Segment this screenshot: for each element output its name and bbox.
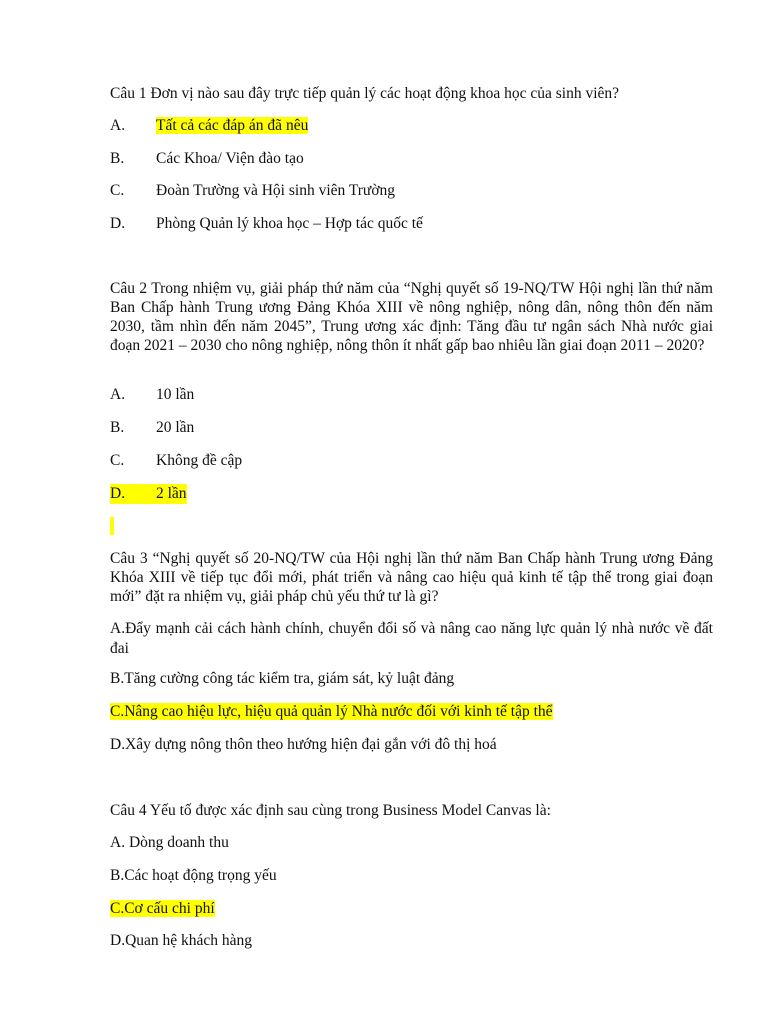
option-letter: A. xyxy=(110,386,126,403)
question-3-option-b xyxy=(110,669,454,689)
option-letter: D. xyxy=(110,215,126,232)
option-text-highlighted: C.Cơ cấu chi phí xyxy=(110,900,215,917)
option-text: 10 lần xyxy=(156,386,195,403)
option-text-highlighted: 2 lần xyxy=(156,485,187,502)
option-text-highlighted: Tất cả các đáp án đã nêu xyxy=(156,117,309,134)
option-text-highlighted: C.Nâng cao hiệu lực, hiệu quả quản lý Nhà nước đối với kinh tế tập thể xyxy=(110,703,553,720)
option-letter: B. xyxy=(110,419,125,436)
highlight-caret-mark xyxy=(110,517,114,535)
option-text: Đoàn Trường và Hội sinh viên Trường xyxy=(156,182,396,199)
question-2-option-c xyxy=(110,451,242,471)
question-4-stem: Câu 4 Yếu tố được xác định sau cùng trong Business Model Canvas là: xyxy=(110,802,551,819)
question-4-option-c xyxy=(110,899,215,919)
option-letter: C. xyxy=(110,182,125,199)
question-3-option-c xyxy=(110,702,553,722)
option-text: 20 lần xyxy=(156,419,195,436)
question-1-option-a xyxy=(110,116,308,136)
option-letter: D. xyxy=(110,485,126,502)
question-2-option-a xyxy=(110,385,194,405)
question-3-option-a: A.Đẩy mạnh cải cách hành chính, chuyển đổi số và nâng cao năng lực quản lý nhà nước về đất đai xyxy=(110,620,713,657)
option-letter: C. xyxy=(110,452,125,469)
option-text: D.Quan hệ khách hàng xyxy=(110,932,253,949)
question-2-stem: Câu 2 Trong nhiệm vụ, giải pháp thứ năm của “Nghị quyết số 19-NQ/TW Hội nghị lần thứ năm Ban Chấp hành Trung ương Đảng Khóa XIII về nông nghiệp, nông dân, nông thôn đến năm 2030, tầm nhìn đến năm 2045”, Trung ương xác định: Tăng đầu tư ngân sách Nhà nước giai đoạn 2021 – 2030 cho nông nghiệp, nông thôn ít nhất gấp bao nhiêu lần giai đoạn 2011 – 2020? xyxy=(110,280,713,354)
question-1-option-b xyxy=(110,149,304,169)
question-1-stem: Câu 1 Đơn vị nào sau đây trực tiếp quản lý các hoạt động khoa học của sinh viên? xyxy=(110,85,620,102)
option-text: B.Các hoạt động trọng yếu xyxy=(110,867,277,884)
question-4-option-b xyxy=(110,866,277,886)
option-text: Không đề cập xyxy=(156,452,243,469)
question-1-option-d xyxy=(110,214,423,234)
question-2-option-d xyxy=(110,484,187,504)
question-2-option-b xyxy=(110,418,194,438)
question-4-option-a xyxy=(110,833,229,853)
option-text: A. Dòng doanh thu xyxy=(110,834,229,851)
option-letter: A. xyxy=(110,117,126,134)
option-text: Các Khoa/ Viện đào tạo xyxy=(156,150,304,167)
option-text: D.Xây dựng nông thôn theo hướng hiện đại gắn với đô thị hoá xyxy=(110,736,497,753)
question-4-option-d xyxy=(110,931,252,951)
question-1-option-c xyxy=(110,181,395,201)
question-3-stem: Câu 3 “Nghị quyết số 20-NQ/TW của Hội nghị lần thứ năm Ban Chấp hành Trung ương Đảng Khóa XIII về tiếp tục đổi mới, phát triển và nâng cao hiệu quả kinh tế tập thể trong giai đoạn mới” đặt ra nhiệm vụ, giải pháp chủ yếu thứ tư là gì? xyxy=(110,550,713,605)
option-text: Phòng Quản lý khoa học – Hợp tác quốc tế xyxy=(156,215,423,232)
question-3-option-d xyxy=(110,735,497,755)
option-text: B.Tăng cường công tác kiểm tra, giám sát, kỷ luật đảng xyxy=(110,670,455,687)
option-letter: B. xyxy=(110,150,125,167)
